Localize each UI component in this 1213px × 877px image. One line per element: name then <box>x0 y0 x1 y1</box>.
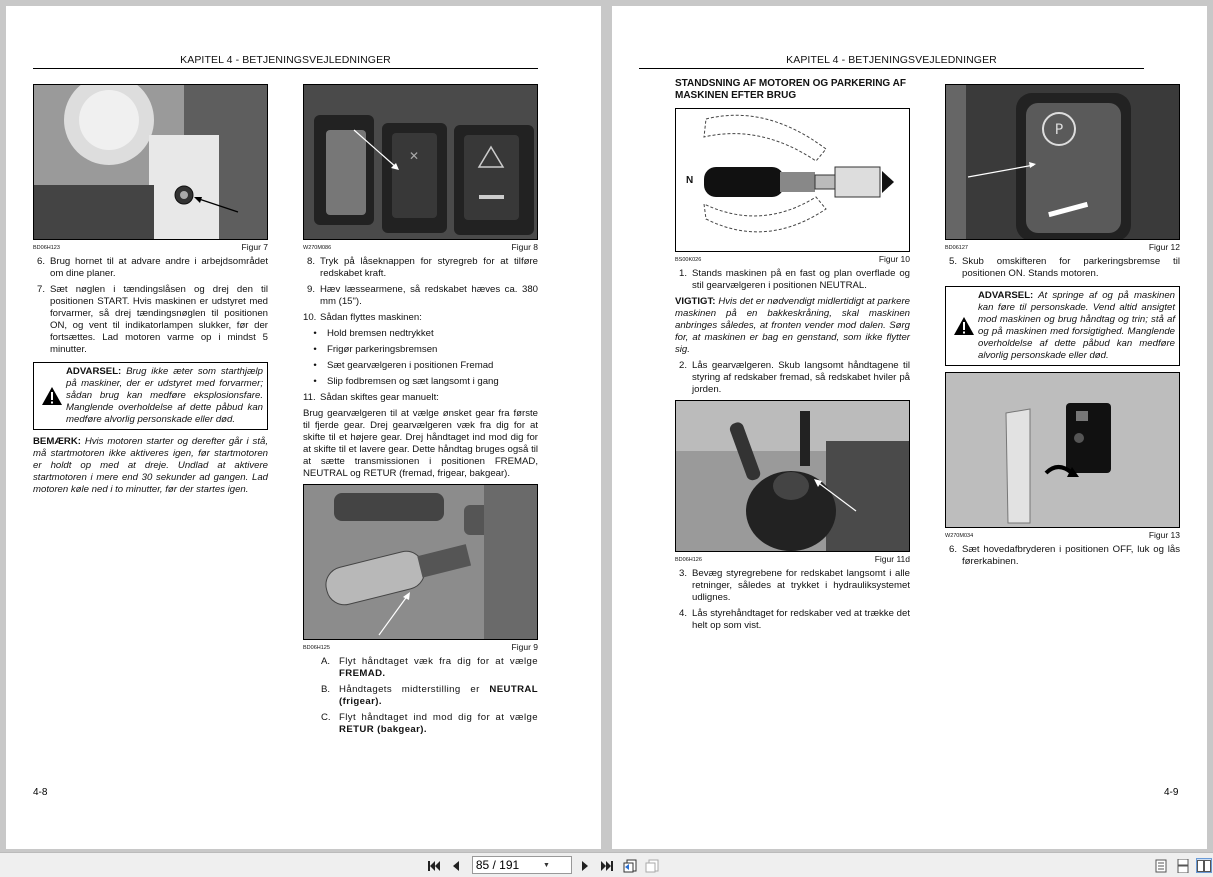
figure-10-code: BS00K026 <box>675 257 702 263</box>
item-number: 8. <box>306 256 315 267</box>
figure-12-code: BD06127 <box>945 245 968 251</box>
page-number-input[interactable] <box>472 856 572 874</box>
go-forward-view-button[interactable] <box>644 858 659 873</box>
item-text: Tryk på låseknappen for styregreb for at tilføre redskabet kraft. <box>320 256 538 279</box>
figure-7-label: Figur 7 <box>241 242 268 252</box>
figure-13-photo <box>945 372 1180 528</box>
last-page-icon <box>601 861 613 871</box>
go-forward-view-icon <box>645 859 659 873</box>
important-paragraph <box>675 296 910 356</box>
figure-8-label: Figur 8 <box>511 242 538 252</box>
go-back-view-icon <box>623 859 637 873</box>
two-page-icon <box>1197 860 1211 872</box>
next-page-button[interactable] <box>577 858 592 873</box>
sub-bold: RETUR (bakgear). <box>339 724 427 735</box>
first-page-button[interactable] <box>426 858 441 873</box>
important-text: Hvis det er nødvendigt midlertidigt at parkere maskinen på en bakkeskråning, skal maskinen anbringes således, at fronten vender mod dalen. Sørg for, at maskinen er bag en genstand, som ikke flytter sig. <box>675 296 910 355</box>
item-text: Sådan flyttes maskinen: <box>320 312 422 323</box>
important-label: VIGTIGT: <box>675 296 716 307</box>
figure-10-diagram <box>675 108 910 252</box>
document-page-left <box>6 6 601 849</box>
item-text: Sådan skiftes gear manuelt: <box>320 392 439 403</box>
header-rule <box>639 68 1144 69</box>
left-column-1 <box>33 84 268 496</box>
continuous-view-button[interactable] <box>1175 858 1190 873</box>
bullet-item: Frigør parkeringsbremsen <box>327 344 438 355</box>
item-text: Lås styrehåndtaget for redskaber ved at trække det helt op som vist. <box>692 608 910 631</box>
bullet-item: Sæt gearvælgeren i positionen Fremad <box>327 360 494 371</box>
item-number: 3. <box>678 568 687 579</box>
figure-9-label: Figur 9 <box>511 642 538 652</box>
figure-8-photo <box>303 84 538 240</box>
figure-8-code: W270M086 <box>303 245 332 251</box>
page-indicator-text: 85 / 191 <box>475 858 520 872</box>
svg-text:✕: ✕ <box>408 149 420 163</box>
item-number: 7. <box>36 284 45 295</box>
sub-text: Flyt håndtaget væk fra dig for at vælge <box>339 656 538 667</box>
item-number: 2. <box>678 360 687 371</box>
item-number: 9. <box>306 284 315 295</box>
figure-10-label: Figur 10 <box>878 254 910 264</box>
item-text: Stands maskinen på en fast og plan overflade og stil gearvælgeren i positionen NEUTRAL. <box>692 268 910 291</box>
warning-box <box>945 286 1180 366</box>
item-text: Sæt hovedafbryderen i positionen OFF, luk og lås førerkabinen. <box>962 544 1180 567</box>
figure-9-photo <box>303 484 538 640</box>
item-text: Sæt nøglen i tændingslåsen og drej den til positionen START. Hvis maskinen er udstyret med forvarmer, så drej tændingsnøglen til positionen ON, og vent til indikatorlampen slukker, før der fortsættes. Lad motoren varme op i mindst 5 minutter. <box>50 284 268 355</box>
single-page-icon <box>1155 859 1167 873</box>
figure-13-code: W270M034 <box>945 533 974 539</box>
section-title: STANDSNING AF MOTOREN OG PARKERING AF MASKINEN EFTER BRUG <box>675 78 906 101</box>
warning-label: ADVARSEL: <box>66 366 122 377</box>
sub-letter: C. <box>321 712 331 723</box>
page-number: 4-8 <box>33 787 48 798</box>
item-number: 11. <box>303 392 316 403</box>
right-column-1 <box>675 78 910 636</box>
first-page-icon <box>428 861 440 871</box>
last-page-button[interactable] <box>599 858 614 873</box>
note-paragraph <box>33 436 268 496</box>
figure-12-label: Figur 12 <box>1148 242 1180 252</box>
next-page-icon <box>581 861 589 871</box>
bullet-item: Hold bremsen nedtrykket <box>327 328 434 339</box>
sub-letter: A. <box>321 656 331 667</box>
item-number: 4. <box>678 608 687 619</box>
previous-page-button[interactable] <box>448 858 463 873</box>
sub-bold: FREMAD. <box>339 668 386 679</box>
two-page-view-button[interactable] <box>1196 858 1212 873</box>
left-column-2: ✕ W270M086 Figur 8 8. Tryk på låseknappen for styregreb for at tilføre redskabet kraft. 9. Hæv læssearmene, så redskabet hæves ca. 380 mm (15"). 10. Sådan flyttes maskinen: • Hold bremsen nedtrykket • Frigør parkeringsbremsen • Sæt gearvælgeren i positionen Fremad • Slip fodbremsen og sæt langsomt i gang 11. Sådan skiftes gear manuelt: Brug gearvælgeren til at vælge ønsket gear fra første til fjerde gear. Drej gearvælgeren væk fra dig for at skifte til et højere gear. Drej håndtaget ind mod dig for at skifte til et lavere gear. Dette håndtag bruges også til at sætte transmissionen i positionen FREMAD, NEUTRAL og RETUR (fremad, frigear, bakgear). BD06H125 Figur 9 A. Flyt håndtaget væk fra dig for at vælge FREMAD. B. Håndtagets midterstilling er NEUTRAL (frigear). C. Flyt håndtaget ind mod dig for at vælge RETUR (bakgear). <box>303 84 538 740</box>
item-number: 1. <box>678 268 687 279</box>
figure-7-code: BD06H123 <box>33 245 60 251</box>
item-number: 6. <box>948 544 957 555</box>
item-text: Lås gearvælgeren. Skub langsomt håndtagene til styring af redskaber fremad, så redskabet hviler på jorden. <box>692 360 910 395</box>
item-number: 5. <box>948 256 957 267</box>
figure-11-photo <box>675 400 910 552</box>
page-header: KAPITEL 4 - BETJENINGSVEJLEDNINGER <box>180 54 391 66</box>
figure-12-photo <box>945 84 1180 240</box>
single-page-view-button[interactable] <box>1153 858 1168 873</box>
item-text: Bevæg styregrebene for redskabet langsomt i alle retninger, således at trykket i hydrauliksystemet udlignes. <box>692 568 910 603</box>
figure-11-label: Figur 11d <box>874 554 910 564</box>
figure-11-code: BD06H126 <box>675 557 702 563</box>
neutral-label: N <box>686 175 694 186</box>
right-column-2 <box>945 84 1180 572</box>
item-number: 6. <box>36 256 45 267</box>
previous-page-icon <box>452 861 460 871</box>
svg-text:P: P <box>1054 122 1064 138</box>
sub-letter: B. <box>321 684 331 695</box>
item-text: Skub omskifteren for parkeringsbremse til positionen ON. Stands motoren. <box>962 256 1180 279</box>
warning-text: Brug ikke æter som starthjælp på maskiner, der er udstyret med forvarmer; sådan brug kan medføre eksplosionsfare. Manglende overholdelse af dette påbud kan medføre alvorlig personskade eller død. <box>66 366 263 425</box>
sub-text: Flyt håndtaget ind mod dig for at vælge <box>339 712 538 723</box>
chevron-down-icon[interactable]: ▼ <box>543 861 550 869</box>
item-text: Hæv læssearmene, så redskabet hæves ca. 380 mm (15"). <box>320 284 538 307</box>
warning-text: At springe af og på maskinen kan føre til personskade. Vend altid ansigtet mod maskinen og brug håndtag og trin; stå af og på maskinen med forsigtighed. Manglende overholdelse af dette påbud kan medføre alvorlig personskade eller død. <box>978 290 1175 361</box>
warning-box <box>33 362 268 430</box>
go-back-view-button[interactable] <box>622 858 637 873</box>
gear-paragraph: Brug gearvælgeren til at vælge ønsket gear fra første til fjerde gear. Drej gearvælgeren væk fra dig for at skifte til et højere gear. Drej håndtaget ind mod dig for at skifte til et lavere gear. Dette håndtag bruges også til at sætte transmissionen i positionen FREMAD, NEUTRAL og RETUR (fremad, frigear, bakgear). <box>303 408 538 479</box>
continuous-page-icon <box>1177 859 1189 873</box>
figure-7-photo <box>33 84 268 240</box>
header-rule <box>33 68 538 69</box>
note-text: Hvis motoren starter og derefter går i stå, må startmotoren ikke aktiveres igen, før startmotoren er holdt op med at dreje. Undlad at aktivere startmotoren i mere end 30 sekunder ad gangen. Lad motoren køle ned i to minutter, før der startes igen. <box>33 436 269 495</box>
page-header: KAPITEL 4 - BETJENINGSVEJLEDNINGER <box>786 54 997 66</box>
bullet-item: Slip fodbremsen og sæt langsomt i gang <box>327 376 499 387</box>
item-number: 10. <box>303 312 317 323</box>
warning-triangle-icon <box>38 366 66 426</box>
note-label: BEMÆRK: <box>33 436 81 447</box>
sub-text: Håndtagets midterstilling er <box>339 684 480 695</box>
viewer-toolbar <box>0 852 1213 877</box>
page-number: 4-9 <box>1164 787 1179 798</box>
document-page-right <box>612 6 1207 849</box>
warning-triangle-icon <box>950 290 978 362</box>
warning-label: ADVARSEL: <box>978 290 1034 301</box>
figure-13-label: Figur 13 <box>1148 530 1180 540</box>
item-text: Brug hornet til at advare andre i arbejdsområdet om dine planer. <box>50 256 268 279</box>
figure-9-code: BD06H125 <box>303 645 330 651</box>
sub-bold: NEUTRAL (frigear). <box>339 684 538 707</box>
